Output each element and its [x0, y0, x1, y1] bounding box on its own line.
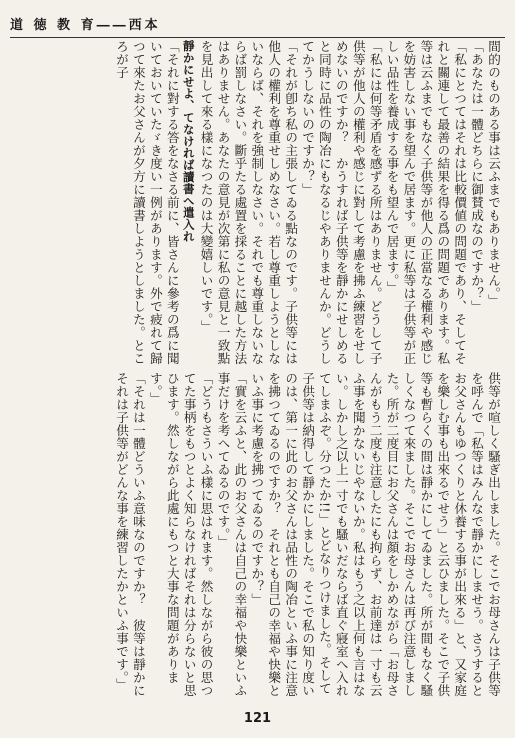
paragraph: 「どうもさういふ樣に思はれます。然しながら彼の思つてた事柄をもつとよく知らなければそれは分らないと思ひます。然しながら此處にもつと大事な問題があります。」 — [147, 372, 214, 697]
running-head — [10, 10, 505, 36]
paragraph: 「私には何等矛盾を感ずる所はありません。どうして子供等が他人の權利や感じに對して考慮を拂ふ練習をせしめないのですか？ かうすれば子供等を靜かにせしめると同時に品性の陶冶にもなるじやありませんか。どうしてかうしないのですか？」 — [300, 40, 383, 365]
running-head-title: 道 徳 教 育――西本 — [10, 17, 161, 33]
section-note: 靜かにせよ、てなければ讀書へ遣入れ — [181, 40, 196, 243]
paragraph: 「あなたは一體どちらに御賛成なのですか？」 — [469, 40, 485, 313]
paragraph: 「それに對する答をなさる前に、皆さんに參考の爲に聞いておいていたゞき度い一例があります。外で疲れて歸つて來たお父さんが夕方に讀書しようとしました。ところが子 — [114, 40, 180, 365]
paragraph: 「實を云ふと、此のお父さんは自己の幸福や快樂といふ事だけを考へてゐるのです。」 — [215, 372, 248, 697]
paragraph: 「それが卽ち私の主張してゐる點なのです。子供等には他人の權利を尊重せしめなさい。若し尊重しようとしないならば、それを強制しなさい。それでも尊重しないならば罰しなさい。斷乎たる處置を採ることに越した方法はありません。あなたの意見が次第に私の意見と一致點を見出して來る樣になつたのは大變嬉しいです。」 — [198, 40, 299, 365]
upper-text-column — [6, 40, 501, 373]
header-rule — [10, 37, 505, 38]
paragraph: 「それは一體どういふ意味なのですか？ 彼等は靜かにそれは子供等がどんな事を練習したかといふ事です。」 — [114, 372, 146, 697]
paragraph: 「私にとつてはそれは比較價値の問題であり、そしてそれと關連して最善の結果を得る爲の問題であります。私等は云ふまでもなく子供等が他人の正當なる權利や感じを妨害しない事を望んで居ます。更に私等は子供等が正しい品性を養成する事をも望んで居ます。」 — [384, 40, 468, 365]
lower-text-column — [6, 372, 501, 698]
paragraph: 間的のものある事は云ふまでもありません。」 — [486, 40, 501, 307]
page-number: 121 — [243, 711, 272, 726]
paragraph: 供等が喧しく騷ぎ出しました。そこでお母さんは子供等を呼んで「私等はみんなで靜かにしませう。さうするとお父さんもゆつくりと休養する事が出來る」と、又家庭を樂しむ事も出來るでせう」と云ひました。そこで子供等も暫らくの間は靜かにしてゐました。所が間もなく騷しくなつて來ました。そこでお母さんは再び注意しました。所が二度目にお父さんは顏をしかめながら「お母さんがもう二度も注意したにも拘らず、お前達は一寸も云ふ事を聞かないじやないか。私はもう之以上何も言はない。しかし之以上一寸でも騷いだならば直ぐ寢室へ入れてしまふぞ。分つたか!!」とどなりつけました。そして子供等は納得して靜かにしました。そこで私の知り度いのは、第一に此のお父さんは品性の陶冶といふ事に注意を拂つてゐるのですか？ それとも自己の幸福や快樂といふ事に考慮を拂つてゐるのですか？」 — [249, 372, 501, 697]
